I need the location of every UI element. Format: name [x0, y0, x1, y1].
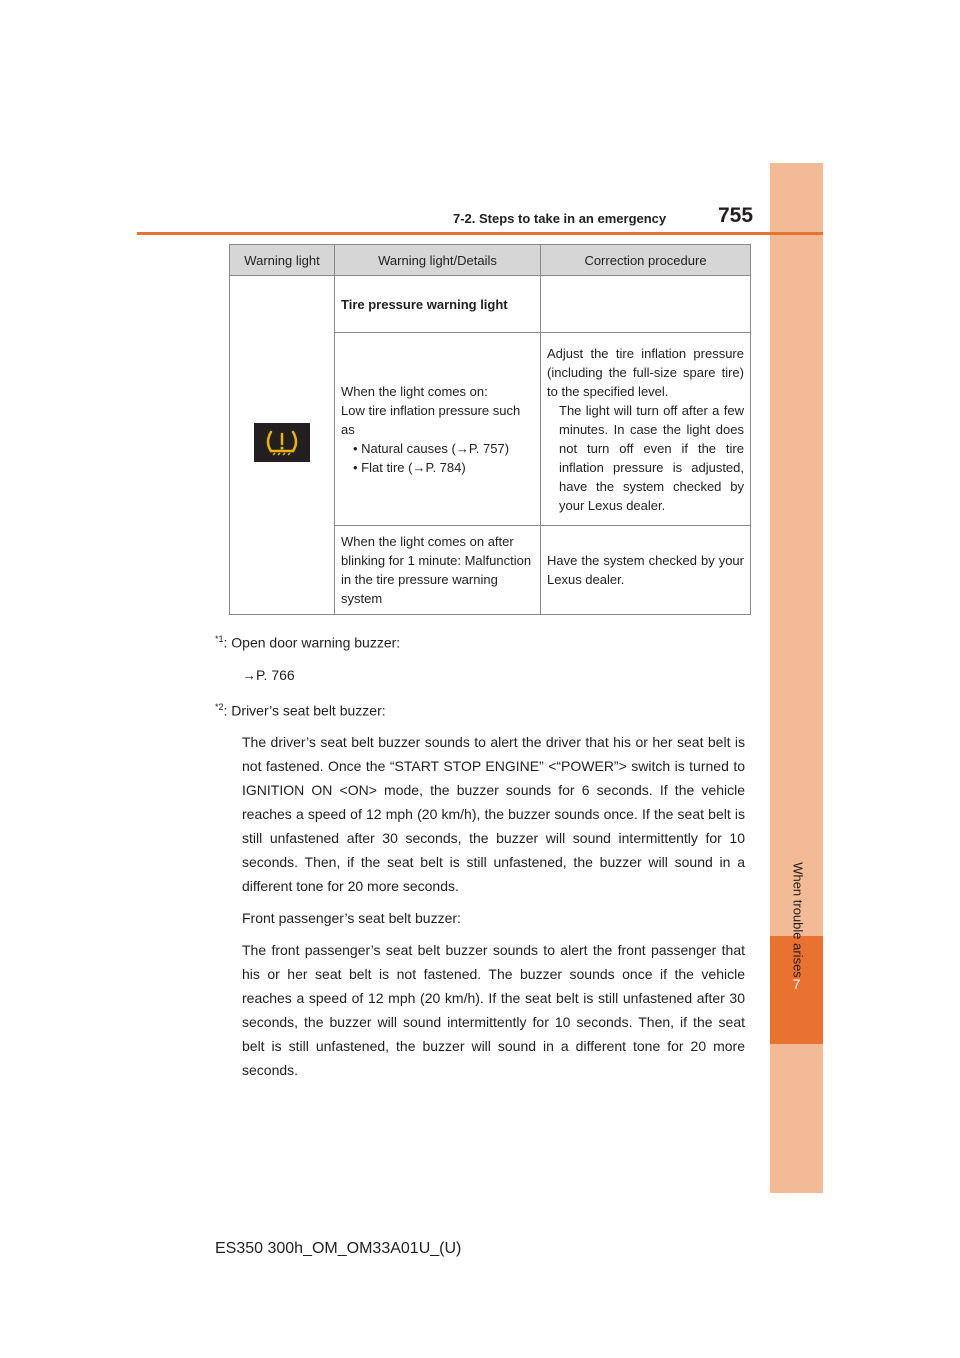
driver-seat-belt-text: The driver’s seat belt buzzer sounds to alert the driver that his or her seat belt is not fastened. Once the “START STOP ENGINE” <“POWER”> switch is turned to IGNITION ON <ON> mode, the buzzer sounds for 6 seconds. If the vehicle reaches a speed of 12 mph (20 km/h), the buzzer sounds once. If the seat belt is still unfastened after 30 seconds, the buzzer will sound intermittently for 10 seconds. Then, if the seat belt is still unfastened, the buzzer will sound in a different tone for 20 more seconds.: [242, 734, 745, 895]
low-pressure-details: [335, 333, 541, 526]
page-number: 755: [718, 204, 754, 227]
details-line: Low tire inflation pressure such as: [341, 402, 521, 437]
tire-pressure-title: Tire pressure warning light: [335, 276, 541, 333]
chapter-number: 7: [792, 976, 801, 992]
correction-text: Adjust the tire inflation pressure (including the full-size spare tire) to the specified level.: [547, 345, 744, 399]
correction-indent-text: The light will turn off after a few minutes. In case the light does not turn off even if the tire inflation pressure is adjusted, have the system checked by your Lexus dealer.: [559, 402, 744, 513]
section-title: 7-2. Steps to take in an emergency: [453, 211, 667, 226]
title-correction-cell: [541, 276, 751, 333]
warning-light-table: [229, 244, 751, 615]
footnote-1-mark: *1: [215, 634, 224, 644]
chapter-title-label: [788, 860, 808, 980]
chapter-title: When trouble arises: [790, 862, 806, 978]
malfunction-details: When the light comes on after blinking for 1 minute: Malfunction in the tire pressure warning system: [335, 526, 541, 615]
document-id: ES350 300h_OM_OM33A01U_(U): [215, 1240, 462, 1257]
col-header-details: Warning light/Details: [335, 245, 541, 276]
footnote-1-ref: →P. 766: [242, 666, 295, 683]
col-header-correction: Correction procedure: [541, 245, 751, 276]
table-header-row: [230, 245, 751, 276]
footnote-2-label: : Driver’s seat belt buzzer:: [223, 702, 386, 719]
table-row: [230, 276, 751, 333]
footnote-1-label: : Open door warning buzzer:: [223, 634, 401, 651]
malfunction-correction: Have the system checked by your Lexus dealer.: [541, 526, 751, 615]
footnotes: [215, 627, 745, 1090]
footnote-1-title: [215, 627, 745, 655]
passenger-seat-belt-text: The front passenger’s seat belt buzzer sounds to alert the front passenger that his or her seat belt is not fastened. The buzzer sounds once if the vehicle reaches a speed of 12 mph (20 km/h). If the seat belt is still unfastened after 30 seconds, the buzzer will sound intermittently for 10 seconds. Then, if the seat belt is still unfastened, the buzzer will sound in a different tone for 20 more seconds.: [242, 942, 745, 1079]
footnote-2-mark: *2: [215, 701, 224, 712]
details-bullet: • Flat tire (→P. 784): [353, 459, 466, 475]
footnote-2-title: [215, 695, 745, 723]
col-header-warning-light: Warning light: [230, 245, 335, 276]
passenger-seat-belt-heading: Front passenger’s seat belt buzzer:: [242, 910, 461, 927]
header-rule: [137, 232, 823, 235]
details-bullet: • Natural causes (→P. 757): [353, 440, 510, 456]
details-line: When the light comes on:: [341, 383, 488, 399]
warning-icon-cell: [230, 276, 335, 615]
low-pressure-correction: [541, 333, 751, 526]
tire-pressure-warning-icon: [254, 423, 310, 462]
